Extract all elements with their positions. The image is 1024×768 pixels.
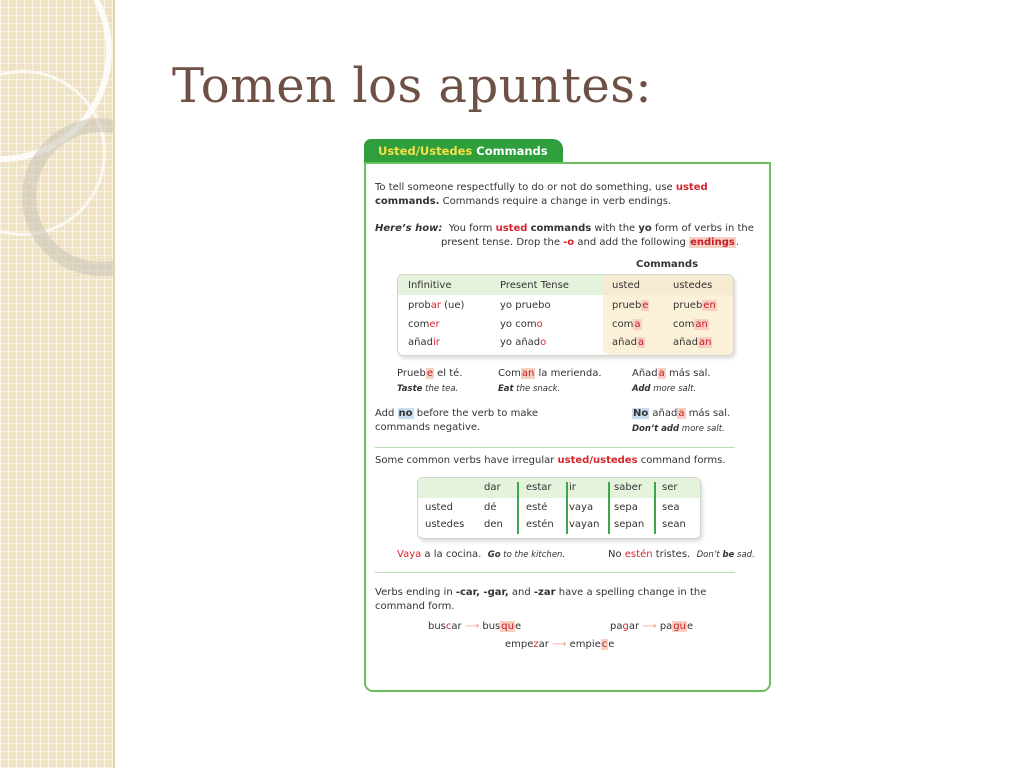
example-english: Eat the snack. xyxy=(498,384,561,394)
example-spanish: Pruebe el té. xyxy=(397,368,463,379)
spelling-pair: pagar ⟶ pague xyxy=(610,621,694,632)
table-cell: estén xyxy=(526,519,554,530)
table-cell: yo pruebo xyxy=(500,300,551,311)
table-cell: comer xyxy=(408,319,440,330)
arrow-right-icon: ⟶ xyxy=(552,639,567,650)
header-verb: saber xyxy=(614,482,642,493)
header-verb: dar xyxy=(484,482,501,493)
arrow-right-icon: ⟶ xyxy=(642,621,657,632)
header-verb: ser xyxy=(662,482,678,493)
example-spanish: Añada más sal. xyxy=(632,368,711,379)
spelling-line-1: Verbs ending in -car, -gar, and -zar have a spelling change in the xyxy=(375,587,707,598)
header-infinitive: Infinitive xyxy=(408,280,452,291)
section-tab-label: Usted/Ustedes Commands xyxy=(378,144,548,158)
header-verb: estar xyxy=(526,482,552,493)
sidebar-edge xyxy=(113,0,115,768)
example-english: Add more salt. xyxy=(632,384,697,394)
spelling-pair: empezar ⟶ empiece xyxy=(505,639,615,650)
table-cell: añada xyxy=(612,337,645,348)
header-ustedes: ustedes xyxy=(673,280,713,291)
howto-line-2: present tense. Drop the -o and add the following endings. xyxy=(441,237,739,248)
table-cell: prueben xyxy=(673,300,716,311)
negative-example: No añada más sal. xyxy=(633,408,731,419)
table-cell: den xyxy=(484,519,503,530)
section-divider xyxy=(375,447,735,448)
table-cell: vaya xyxy=(569,502,594,513)
section-divider xyxy=(375,572,735,573)
row-label: ustedes xyxy=(425,519,465,530)
negative-line-1: Add no before the verb to make xyxy=(375,408,539,419)
table-cell: sepan xyxy=(614,519,645,530)
howto-line-1: Here’s how: You form usted commands with the yo form of verbs in the xyxy=(375,223,754,234)
irregular-example: No estén tristes. Don’t be sad. xyxy=(608,549,755,560)
spelling-line-2: command form. xyxy=(375,601,455,612)
table-cell: añadir xyxy=(408,337,440,348)
table-cell: yo añado xyxy=(500,337,547,348)
table-cell: yo como xyxy=(500,319,543,330)
table-cell: coman xyxy=(673,319,708,330)
table-cell: probar (ue) xyxy=(408,300,465,311)
header-verb: ir xyxy=(569,482,576,493)
table-cell: sepa xyxy=(614,502,638,513)
slide-title: Tomen los apuntes: xyxy=(172,58,653,114)
example-english: Taste the tea. xyxy=(397,384,459,394)
table-cell: sean xyxy=(662,519,686,530)
decorative-sidebar xyxy=(0,0,113,768)
table-cell: pruebe xyxy=(612,300,649,311)
example-spanish: Coman la merienda. xyxy=(498,368,602,379)
negative-example-english: Don’t add more salt. xyxy=(632,424,725,434)
table-cell: vayan xyxy=(569,519,600,530)
header-present-tense: Present Tense xyxy=(500,280,569,291)
irregular-intro: Some common verbs have irregular usted/ustedes command forms. xyxy=(375,455,726,466)
commands-caption: Commands xyxy=(636,259,699,270)
conjugation-table xyxy=(397,274,734,356)
irregular-table xyxy=(417,477,701,539)
spelling-pair: buscar ⟶ busque xyxy=(428,621,522,632)
grammar-panel xyxy=(364,162,771,692)
table-cell: añadan xyxy=(673,337,712,348)
table-cell: esté xyxy=(526,502,548,513)
table-cell: dé xyxy=(484,502,497,513)
table-cell: coma xyxy=(612,319,641,330)
header-usted: usted xyxy=(612,280,640,291)
row-label: usted xyxy=(425,502,453,513)
section-tab xyxy=(364,139,563,164)
intro-line-1: To tell someone respectfully to do or not do something, use usted xyxy=(375,182,708,193)
irregular-example: Vaya a la cocina. Go to the kitchen. xyxy=(397,549,566,560)
arrow-right-icon: ⟶ xyxy=(464,621,480,632)
table-cell: sea xyxy=(662,502,680,513)
intro-line-2: commands. Commands require a change in verb endings. xyxy=(375,196,672,207)
negative-line-2: commands negative. xyxy=(375,422,481,433)
